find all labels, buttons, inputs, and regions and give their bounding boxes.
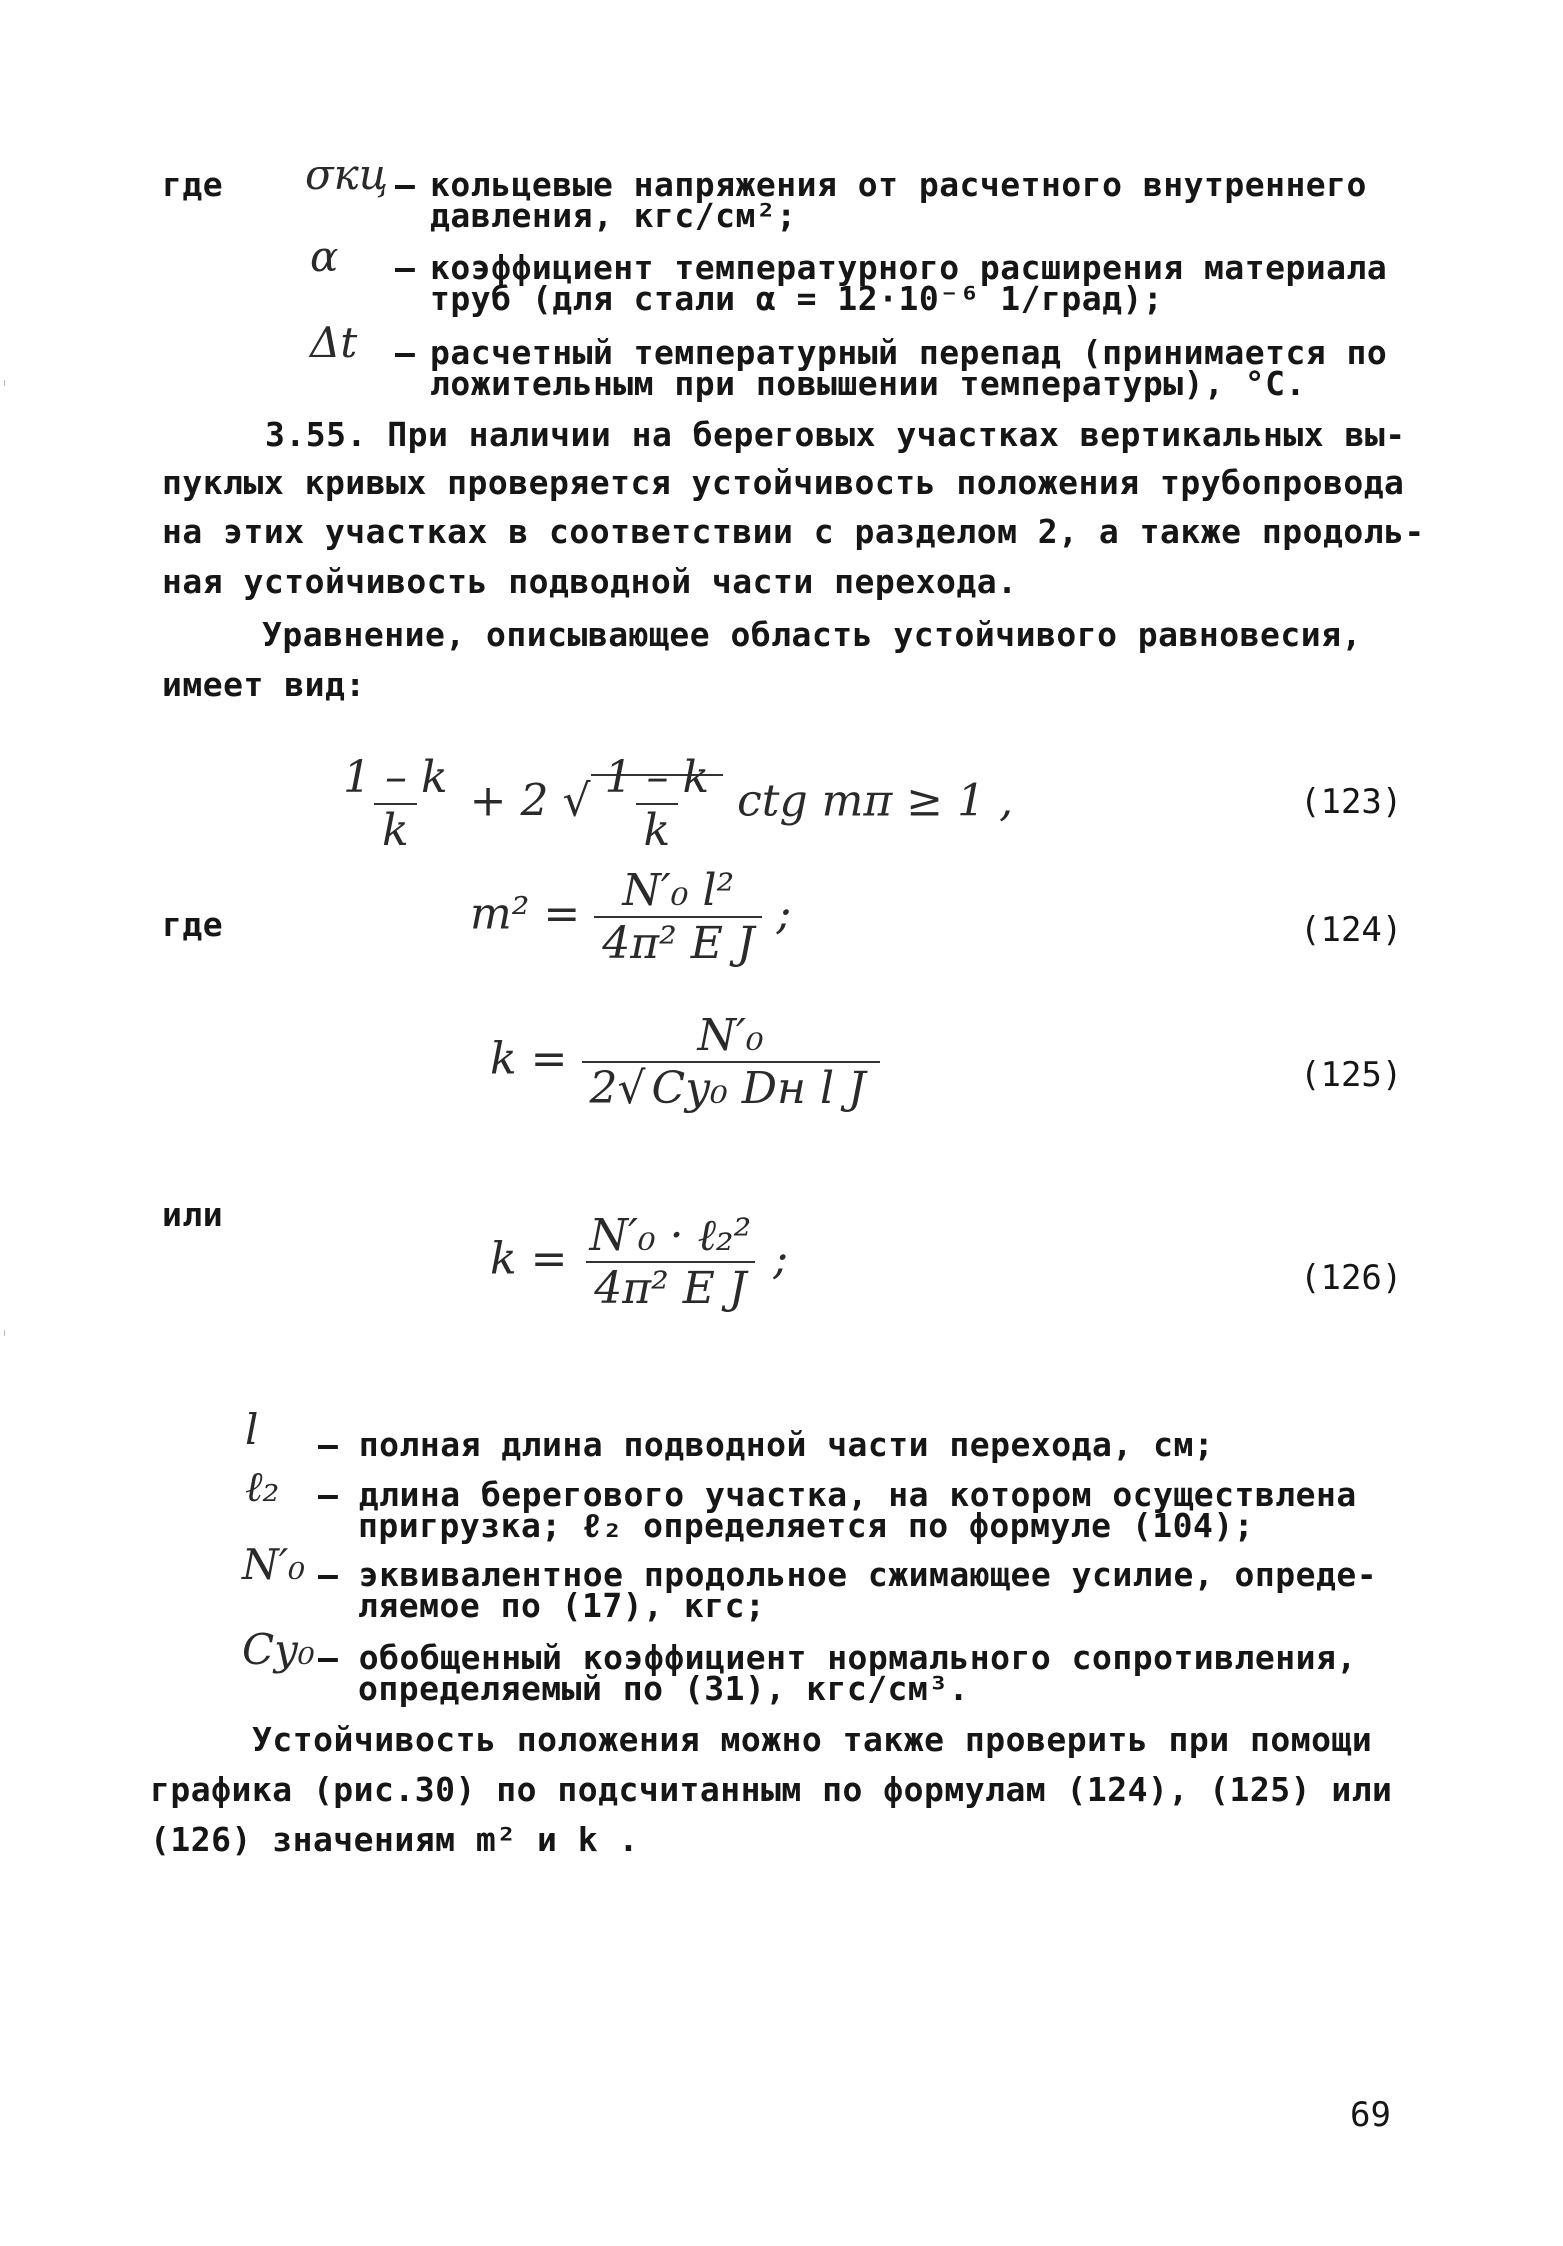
symbol-cy0: Cy₀ — [242, 1625, 315, 1674]
equation-126: k = $\frac{\text{N′₀ · ℓ₂²}}{\text{4π² E J}}$ ; — [490, 1210, 789, 1314]
def-line: – длина берегового участка, на котором осуществлена — [318, 1475, 1357, 1514]
symbol-l2: ℓ₂ — [245, 1462, 280, 1511]
paragraph-line: ная устойчивость подводной части перехода. — [162, 562, 1018, 601]
or-label: или — [162, 1195, 224, 1234]
symbol-sigma-kc: σкц — [305, 150, 389, 199]
def-line: коэффициент температурного расширения материала — [430, 248, 1388, 287]
equation-number: (124) — [1300, 910, 1403, 950]
equation-number: (123) — [1300, 782, 1403, 822]
paragraph-line: Уравнение, описывающее область устойчивого равновесия, — [262, 615, 1362, 654]
def-line: давления, кгс/см²; — [430, 196, 797, 235]
paragraph-line: Устойчивость положения можно также проверить при помощи — [252, 1720, 1373, 1759]
equation-123: $\frac{1 - k}{k}$ + 2 √ $\frac{1 - k}{k}$ ctg mπ ≥ 1 , — [343, 752, 1014, 856]
def-line: определяемый по (31), кгс/см³. — [358, 1669, 970, 1708]
def-line: расчетный температурный перепад (принимается по — [430, 333, 1388, 372]
paragraph-line: 3.55. При наличии на береговых участках вертикальных вы- — [265, 415, 1406, 454]
where-label: где — [162, 165, 224, 204]
equation-125: k = $\frac{\text{N′₀}}{\text{2√ Cy₀ Dн l J}}$ — [490, 1010, 880, 1114]
paragraph-line: (126) значениям m² и k . — [150, 1820, 639, 1859]
def-line: пригрузка; ℓ₂ определяется по формуле (104); — [358, 1506, 1255, 1545]
paragraph-line: на этих участках в соответствии с разделом 2, а также продоль- — [162, 512, 1425, 551]
equation-number: (125) — [1300, 1055, 1403, 1095]
where-label: где — [162, 905, 224, 944]
scan-margin-mark — [4, 380, 5, 386]
def-line: – — [395, 165, 416, 204]
symbol-delta-t: Δt — [310, 318, 358, 367]
def-line: – обобщенный коэффициент нормального сопротивления, — [318, 1638, 1357, 1677]
paragraph-line: пуклых кривых проверяется устойчивость положения трубопровода — [162, 463, 1405, 502]
def-line: – эквивалентное продольное сжимающее усилие, опреде- — [318, 1555, 1378, 1594]
symbol-n0: N′₀ — [242, 1540, 306, 1589]
paragraph-line: имеет вид: — [162, 665, 366, 704]
def-line: – полная длина подводной части перехода, см; — [318, 1425, 1215, 1464]
page-number: 69 — [1350, 2095, 1391, 2135]
paragraph-line: графика (рис.30) по подсчитанным по формулам (124), (125) или — [150, 1770, 1393, 1809]
def-line: ляемое по (17), кгс; — [358, 1586, 766, 1625]
def-line: – — [395, 248, 416, 287]
equation-124: m² = $\frac{\text{N′₀ l²}}{\text{4π² E J}}$ ; — [470, 865, 792, 969]
def-line: ложительным при повышении температуры), °С. — [430, 364, 1306, 403]
scan-margin-mark — [4, 1330, 5, 1336]
symbol-l: l — [245, 1405, 259, 1454]
def-line: кольцевые напряжения от расчетного внутреннего — [430, 165, 1367, 204]
def-line: труб (для стали α = 12·10⁻⁶ 1/град); — [430, 279, 1164, 318]
equation-number: (126) — [1300, 1258, 1403, 1298]
def-line: – — [395, 333, 416, 372]
symbol-alpha: α — [310, 232, 339, 281]
